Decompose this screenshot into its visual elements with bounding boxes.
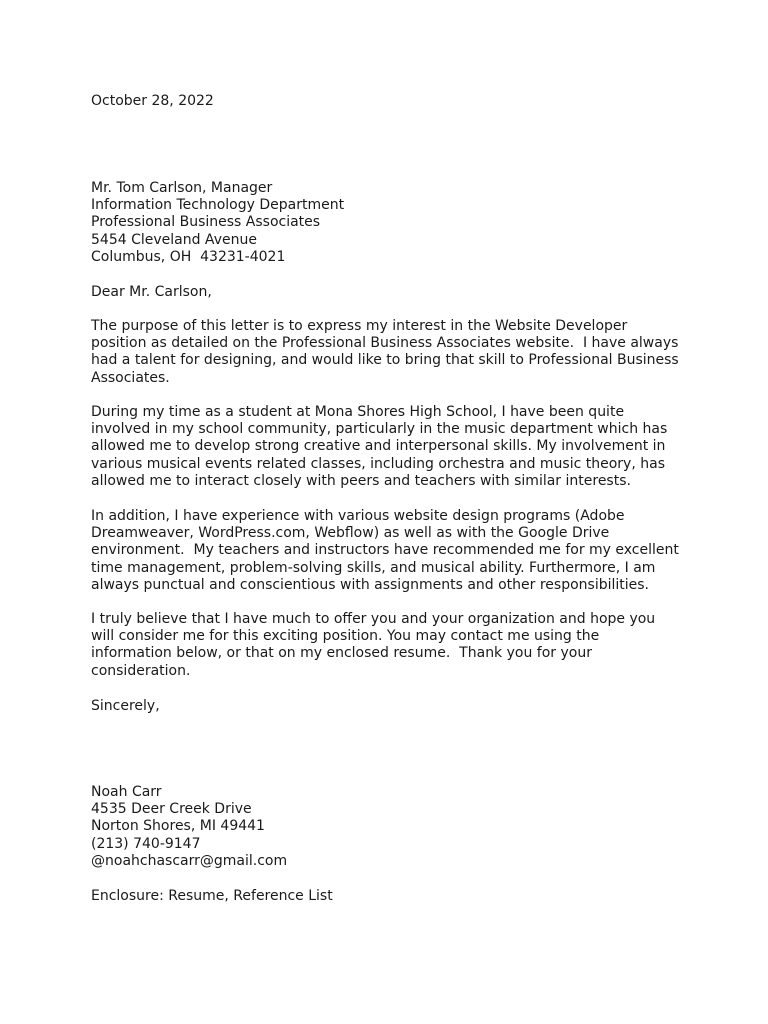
body-paragraph-4 — [91, 611, 691, 680]
recipient-name-line: Mr. Tom Carlson, Manager — [91, 180, 273, 196]
recipient-street: 5454 Cleveland Avenue — [91, 231, 257, 248]
paragraph-line: During my time as a student at Mona Shores High School, I have been quite — [91, 404, 625, 420]
sender-city-line: Norton Shores, MI 49441 — [91, 818, 265, 835]
recipient-address-block — [91, 180, 691, 266]
paragraph-line: will consider me for this exciting position. You may contact me using the — [91, 628, 600, 645]
sender-phone: (213) 740-9147 — [91, 835, 201, 852]
recipient-city-line: Columbus, OH 43231-4021 — [91, 248, 286, 265]
paragraph-line: various musical events related classes, including orchestra and music theory, has — [91, 455, 665, 472]
sender-street: 4535 Deer Creek Drive — [91, 801, 252, 818]
paragraph-line: time management, problem-solving skills, and musical ability. Furthermore, I am — [91, 559, 656, 576]
sender-contact-block — [91, 784, 691, 870]
paragraph-line: information below, or that on my enclosed resume. Thank you for your — [91, 645, 592, 662]
body-paragraph-3 — [91, 508, 691, 594]
paragraph-line: allowed me to develop strong creative and interpersonal skills. My involvement in — [91, 438, 666, 455]
sender-name: Noah Carr — [91, 784, 162, 800]
letter-date — [91, 93, 691, 110]
sender-email: @noahchascarr@gmail.com — [91, 852, 288, 869]
recipient-company: Professional Business Associates — [91, 214, 321, 231]
paragraph-line: position as detailed on the Professional Business Associates website. I have always — [91, 335, 679, 352]
body-paragraph-1 — [91, 318, 691, 387]
closing-text: Sincerely, — [91, 698, 160, 714]
enclosure-text: Enclosure: Resume, Reference List — [91, 888, 333, 904]
paragraph-line: allowed me to interact closely with peers and teachers with similar interests. — [91, 472, 631, 489]
enclosure-note — [91, 888, 691, 905]
paragraph-line: In addition, I have experience with various website design programs (Adobe — [91, 508, 625, 524]
body-paragraph-2 — [91, 404, 691, 490]
paragraph-line: The purpose of this letter is to express my interest in the Website Developer — [91, 318, 628, 334]
salutation-text: Dear Mr. Carlson, — [91, 284, 212, 300]
date-text: October 28, 2022 — [91, 93, 214, 109]
paragraph-line: always punctual and conscientious with assignments and other responsibilities. — [91, 576, 650, 593]
paragraph-line: had a talent for designing, and would like to bring that skill to Professional Business — [91, 352, 679, 369]
paragraph-line: consideration. — [91, 662, 191, 679]
closing — [91, 698, 691, 715]
paragraph-line: Associates. — [91, 369, 170, 386]
salutation — [91, 284, 691, 301]
paragraph-line: involved in my school community, particularly in the music department which has — [91, 421, 668, 438]
recipient-department: Information Technology Department — [91, 197, 345, 214]
paragraph-line: I truly believe that I have much to offer you and your organization and hope you — [91, 611, 656, 627]
paragraph-line: Dreamweaver, WordPress.com, Webflow) as well as with the Google Drive — [91, 525, 610, 542]
paragraph-line: environment. My teachers and instructors have recommended me for my excellent — [91, 542, 679, 559]
